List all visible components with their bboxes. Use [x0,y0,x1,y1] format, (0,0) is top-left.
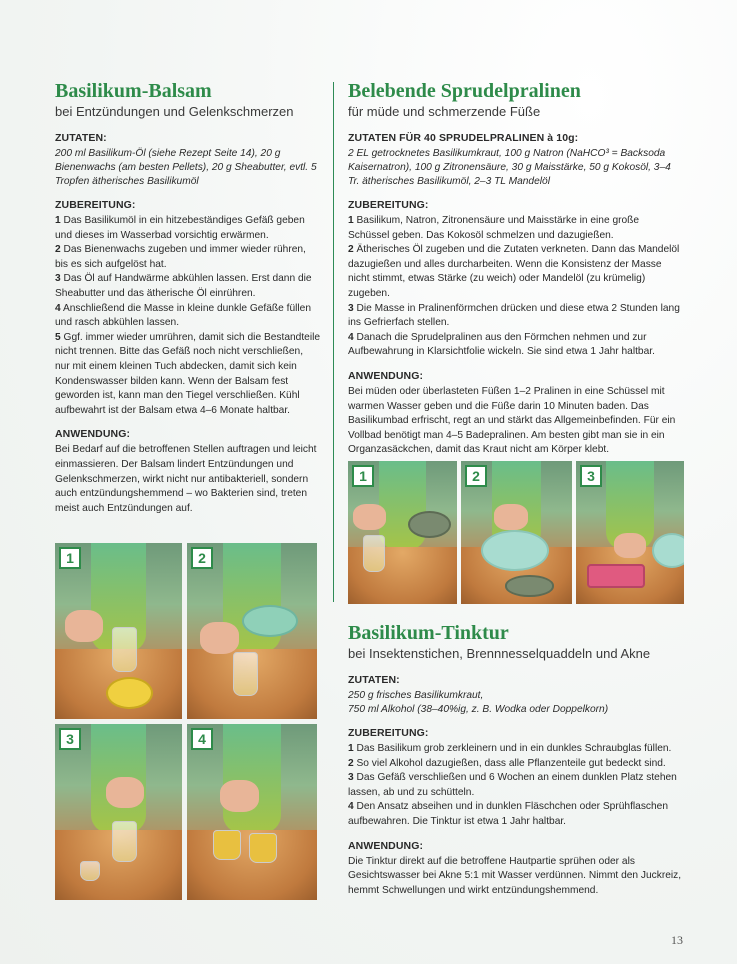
pralinen-step [348,214,683,243]
photo-badge: 2 [191,547,213,569]
balsam-recipe [55,80,320,526]
step-text: Das Basilikumöl in ein hitzebeständiges Gefäß geben und dieses im Wasserbad vorsichtig erwärmen. [55,215,305,241]
photo-jar [213,830,241,860]
step-text: Das Gefäß verschließen und 6 Wochen an einem dunklen Platz stehen lassen, ab und zu schütteln. [348,772,677,798]
tinktur-title: Basilikum-Tinktur [348,622,509,644]
balsam-subtitle: bei Entzündungen und Gelenkschmerzen [55,104,294,119]
photo-jar [249,833,277,863]
photo-hand [614,533,646,559]
tinktur-ingredients [348,689,683,717]
balsam-step [55,331,320,419]
photo-hand [220,780,259,812]
step-text: Anschließend die Masse in kleine dunkle Gefäße füllen und rasch abkühlen lassen. [55,302,311,329]
pralinen-subtitle: für müde und schmerzende Füße [348,104,541,119]
photo-bowl [242,605,298,637]
step-text: Das Basilikum grob zerkleinern und in ein dunkles Schraubglas füllen. [356,743,672,754]
tinktur-ingredient-line: 250 g frisches Basilikumkraut, [348,690,484,701]
step-text: Den Ansatz abseihen und in dunklen Fläschchen oder Sprühflaschen aufbewahren. Die Tinktur ist etwa 1 Jahr haltbar. [348,801,669,827]
photo-bowl [481,530,549,571]
step-number: 2 [55,244,61,256]
step-number: 2 [348,244,354,256]
photo-jar [233,652,258,696]
tinktur-usage: Die Tinktur direkt auf die betroffene Hautpartie sprühen oder als Gesichtswasser bei Akne 5:1 mit Wasser verdünnen. Nimmt den Juckreiz, hemmt Schwellungen und wirkt entzündungshemmend. [348,855,682,896]
pralinen-usage: Bei müden oder überlasteten Füßen 1–2 Pralinen in eine Schüssel mit warmen Wasser geben und die Füße darin 10 Minuten baden. Das Basilikumbad erfrischt, regt an und stärkt das Allgemeinbefinden. Für ein Vollbad benötigt man 4–5 Badepralinen. Am besten gibt man sie in ein Organzasäckchen, damit das Kraut nicht am Körper klebt. [348,385,676,456]
photo-hand [200,622,239,654]
pralinen-ingredients: 2 EL getrocknetes Basilikumkraut, 100 g Natron (NaHCO³ = Backsoda Kaisernatron), 100 g Zitronensäure, 30 g Maisstärke, 50 g Kokosöl, 3–4 Tr. ätherisches Basilikumöl, 2–3 TL Mandelöl [348,148,671,187]
balsam-step [55,243,320,272]
balsam-step [55,214,320,243]
photo-badge: 2 [465,465,487,487]
photo-badge: 1 [352,465,374,487]
step-number: 4 [55,302,61,314]
column-divider [333,82,334,602]
balsam-ingredients-heading: ZUTATEN: [55,132,107,144]
photo-mold [587,564,645,588]
photo-badge: 4 [191,728,213,750]
balsam-photo-3 [55,724,182,900]
photo-badge: 3 [580,465,602,487]
photo-jar [363,535,385,571]
photo-jar [112,821,137,862]
step-number: 3 [348,302,354,314]
step-text: Danach die Sprudelpralinen aus den Förmchen nehmen und zur Aufbewahrung in Klarsichtfolie wickeln. Sie sind etwa 1 Jahr haltbar. [348,331,655,358]
photo-badge: 1 [59,547,81,569]
pralinen-ingredients-heading: ZUTATEN FÜR 40 SPRUDELPRALINEN à 10g: [348,132,579,144]
tinktur-step [348,800,683,829]
tinktur-step [348,771,683,800]
step-text: Basilikum, Natron, Zitronensäure und Maisstärke in eine große Schüssel geben. Das Kokosöl schmelzen und dazugießen. [348,215,640,241]
page-number: 13 [671,933,683,947]
step-number: 2 [348,757,354,769]
pralinen-usage-heading: ANWENDUNG: [348,369,424,382]
step-number: 1 [348,215,354,226]
step-number: 4 [348,331,354,343]
tinktur-subtitle: bei Insektenstichen, Brennnesselquaddeln und Akne [348,646,651,661]
step-text: Ätherisches Öl zugeben und die Zutaten verkneten. Dann das Mandelöl dazugießen und alles durcharbeiten. Wenn die Konsistenz der Masse nicht stimmt, etwas Stärke (zu weich) oder Mandelöl (zu krümelig) zugeben. [348,244,680,299]
pralinen-steps [348,214,683,360]
photo-hand [353,504,386,530]
balsam-steps [55,214,320,418]
photo-jar [80,861,100,881]
step-text: Ggf. immer wieder umrühren, damit sich die Bestandteile nicht trennen. Bitte das Gefäß noch nicht verschließen, nur mit einem kleinen Tuch abdecken, damit sich kein Kondenswasser bilden kann. Wenn der Balsam fest geworden ist, kann man den Tiegel verschließen. Kühl aufbewahrt ist der Balsam etwa 4–6 Monate haltbar. [55,331,321,416]
balsam-photo-1 [55,543,182,719]
pralinen-recipe [348,80,683,468]
tinktur-recipe [348,622,683,908]
photo-badge: 3 [59,728,81,750]
pralinen-step [348,243,683,301]
photo-hand [494,504,527,530]
photo-bowl [505,575,553,596]
balsam-photo-4 [187,724,317,900]
pralinen-step [348,331,683,360]
photo-bowl [106,677,153,709]
balsam-step [55,272,320,301]
balsam-ingredients: 200 ml Basilikum-Öl (siehe Rezept Seite 14), 20 g Bienenwachs (am besten Pellets), 20 g Sheabutter, evtl. 5 Tropfen ätherisches Basilikumöl [55,148,317,187]
step-text: Die Masse in Pralinenförmchen drücken und diese etwa 2 Stunden lang ins Gefrierfach stellen. [348,302,680,329]
step-number: 1 [55,215,61,226]
photo-hand [65,610,103,642]
balsam-usage: Bei Bedarf auf die betroffenen Stellen auftragen und leicht einmassieren. Der Balsam lindert Entzündungen und Gelenkschmerzen, wirkt nicht nur antibakteriell, sondern auch entzündungshemmend – wo Bakterien sind, treten meist auch Entzündungen auf. [55,444,317,514]
photo-hand [106,777,144,809]
tinktur-steps [348,742,683,830]
balsam-title: Basilikum-Balsam [55,80,212,102]
tinktur-usage-heading: ANWENDUNG: [348,839,424,852]
step-text: Das Öl auf Handwärme abkühlen lassen. Erst dann die Sheabutter und das ätherische Öl einrühren. [55,273,312,299]
balsam-photo-2 [187,543,317,719]
photo-apron [223,724,280,833]
tinktur-ingredient-line: 750 ml Alkohol (38–40%ig, z. B. Wodka oder Doppelkorn) [348,704,609,715]
step-text: Das Bienenwachs zugeben und immer wieder rühren, bis es sich aufgelöst hat. [55,244,306,270]
tinktur-step [348,757,683,772]
pralinen-photo-3 [576,461,684,604]
photo-jar [112,627,137,671]
pralinen-photo-2 [461,461,572,604]
photo-bowl [408,511,451,538]
balsam-step [55,302,320,331]
balsam-prep-heading: ZUBEREITUNG: [55,199,136,211]
pralinen-prep-heading: ZUBEREITUNG: [348,199,429,211]
step-number: 3 [55,273,61,285]
step-number: 3 [348,772,354,784]
balsam-usage-heading: ANWENDUNG: [55,428,131,441]
step-text: So viel Alkohol dazugießen, dass alle Pflanzenteile gut bedeckt sind. [356,757,666,769]
tinktur-step [348,742,683,757]
pralinen-photo-1 [348,461,457,604]
pralinen-step [348,302,683,331]
pralinen-title: Belebende Sprudelpralinen [348,80,581,102]
step-number: 1 [348,743,354,754]
tinktur-ingredients-heading: ZUTATEN: [348,674,400,686]
step-number: 4 [348,801,354,813]
tinktur-prep-heading: ZUBEREITUNG: [348,727,429,739]
step-number: 5 [55,331,61,343]
